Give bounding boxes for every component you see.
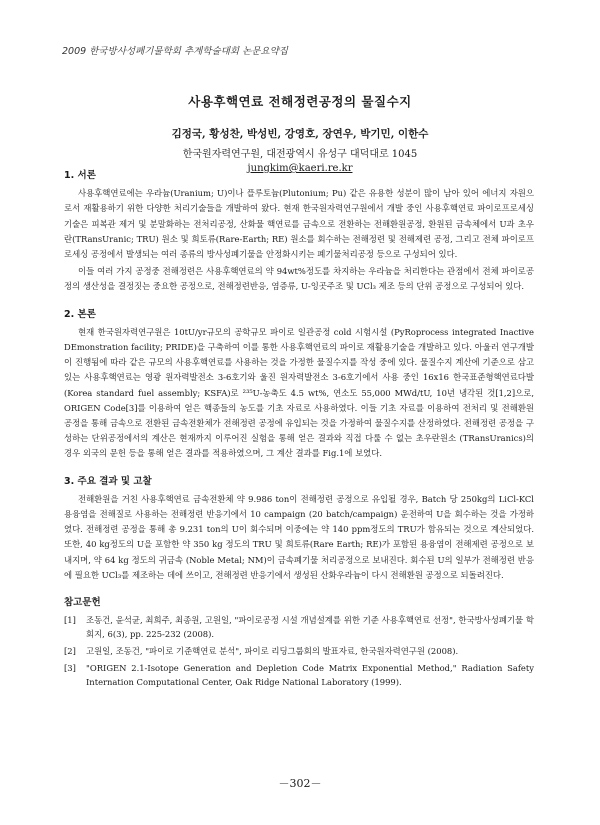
paragraph: 전해환원을 거친 사용후핵연료 금속전환체 약 9.986 ton이 전해정련 공정으로 유입될 경우, Batch 당 250kg의 LiCl-KCl 용융염을 전해질로 사용하는 전해정련 반응기에서 10 campaign (20 batch/campaign) 운전하여 U을 회수하는 것을 가정하였다. 전해정련 공정을 통해 총 9.231 ton의 U이 회수되며 이중에는 약 140 ppm정도의 TRU가 함유되는 것으로 계산되었다. 또한, 40 kg정도의 U을 포함한 약 350 kg 정도의 TRU 및 희토류(Rare Earth; RE)가 포함된 용융염이 전해제련 공정으로 보내지며, 약 64 kg 정도의 귀금속 (Noble Metal; NM)이 금속폐기물 처리공정으로 보내진다. 회수된 U의 일부가 전해정련 반응에 필요한 UCl₃를 제조하는 데에 쓰이고, 전해정련 반응기에서 생성된 산화우라늄이 다시 전해환원 공정으로 되돌려진다.: [64, 493, 534, 580]
page-number: －302－: [278, 777, 322, 790]
reference-item: [64, 644, 534, 658]
reference-text: 조동건, 윤석균, 최희주, 최종원, 고원일, "파이로공정 시설 개념설계를 위한 기준 사용후핵연료 선정", 한국방사성폐기물 학회지, 6(3), pp. 225-232 (2008).: [86, 615, 534, 640]
section-heading: 1. 서론: [64, 170, 96, 181]
references: [64, 595, 534, 689]
reference-text: "ORIGEN 2.1-Isotope Generation and Depletion Code Matrix Exponential Method," Radiation Safety Internation Computational Center, Oak Ridge National Laboratory (1999).: [86, 663, 534, 688]
section-results: [64, 474, 534, 583]
section-heading: 2. 본론: [64, 308, 96, 320]
paper-title: 사용후핵연료 전해정련공정의 물질수지: [188, 94, 412, 109]
section-introduction: [64, 168, 534, 295]
paragraph: 사용후핵연료에는 우라늄(Uranium; U)이나 플루토늄(Plutonium; Pu) 같은 유용한 성분이 많이 남아 있어 에너지 자원으로서 재활용하기 위한 다양한 처리기술들을 개발하여 왔다. 현재 한국원자력연구원에서 개발 중인 사용후핵연료 파이로프로세싱기술은 피복관 제거 및 분말화하는 전처리공정, 산화물 핵연료를 금속으로 전환하는 전해환원공정, 환원된 금속체에서 U과 초우란(TRansUranic; TRU) 원소 및 희토류(Rare-Earth; RE) 원소를 회수하는 전해정련 및 전해제련 공정, 그리고 전체 파이로프로세싱 공정에서 발생되는 여러 종류의 방사성폐기물을 안정화시키는 폐기물처리공정 등으로 구성되어 있다.: [64, 188, 534, 260]
reference-item: [64, 613, 534, 641]
reference-number: [3]: [64, 663, 76, 674]
affiliation: 한국원자력연구원, 대전광역시 유성구 대덕대로 1045: [182, 149, 418, 160]
reference-text: 고원일, 조동건, "파이로 기준핵연료 분석", 파이로 리딩그룹회의 발표자료, 한국원자력연구원 (2008).: [86, 646, 459, 657]
paper-body: [64, 168, 534, 692]
reference-number: [1]: [64, 615, 76, 626]
section-main: [64, 307, 534, 462]
references-heading: 참고문헌: [64, 597, 101, 609]
title-block: [0, 92, 600, 174]
author-list: 김정국, 황성찬, 박성빈, 강영호, 장연우, 박기민, 이한수: [171, 128, 429, 140]
paragraph: 이들 여러 가지 공정중 전해정련은 사용후핵연료의 약 94wt%정도를 차지하는 우라늄을 처리한다는 관점에서 전체 파이로공정의 생산성을 결정짓는 중요한 공정으로, 전해정련반응, 염증류, U-잉곳주조 및 UCl₃ 제조 등의 단위 공정으로 구성되어 있다.: [64, 266, 534, 292]
proceedings-header: 2009 한국방사성폐기물학회 추계학술대회 논문요약집: [62, 46, 288, 57]
reference-item: [64, 661, 534, 689]
reference-number: [2]: [64, 646, 76, 657]
paragraph: 현재 한국원자력연구원은 10tU/yr규모의 공학규모 파이로 일관공정 cold 시험시설 (PyRoprocess integrated Inactive DEmonstration facility; PRIDE)을 구축하여 이를 통한 사용후핵연료의 파이로 재활용기술을 개발하고 있다. 아울러 연구개발이 진행됨에 따라 같은 규모의 사용후핵연료를 사용하는 것을 가정한 물질수지를 작성 중에 있다. 물질수지 계산에 기준으로 삼고 있는 사용후핵연료는 영광 원자력발전소 3-6호기와 울진 원자력발전소 3-6호기에서 사용 중인 16x16 한국표준형핵연료다발(Korea standard fuel assembly; KSFA)로 ²³⁵U-농축도 4.5 wt%, 연소도 55,000 MWd/tU, 10년 냉각된 것[1,2]으로, ORIGEN Code[3]를 이용하여 얻은 핵종들의 농도를 기초 자료로 사용하였다. 이들 기초 자료를 이용하여 전처리 및 전해환원 공정을 통해 금속으로 전환된 금속전환체가 전해정련 공정에 유입되는 것을 가정하여 물질수지를 산정하였다. 전해정련 공정을 구성하는 단위공정에서의 계산은 현재까지 이루어진 실험을 통해 얻은 결과와 직접 다룰 수 없는 초우란원소 (TRansUranics)의 경우 외국의 문헌 등을 통해 얻은 결과를 적용하였으며, 그 계산 결과를 Fig.1에 보였다.: [64, 326, 534, 459]
email-link[interactable]: jungkim@kaeri.re.kr: [247, 163, 353, 174]
section-heading: 3. 주요 결과 및 고찰: [64, 475, 152, 487]
